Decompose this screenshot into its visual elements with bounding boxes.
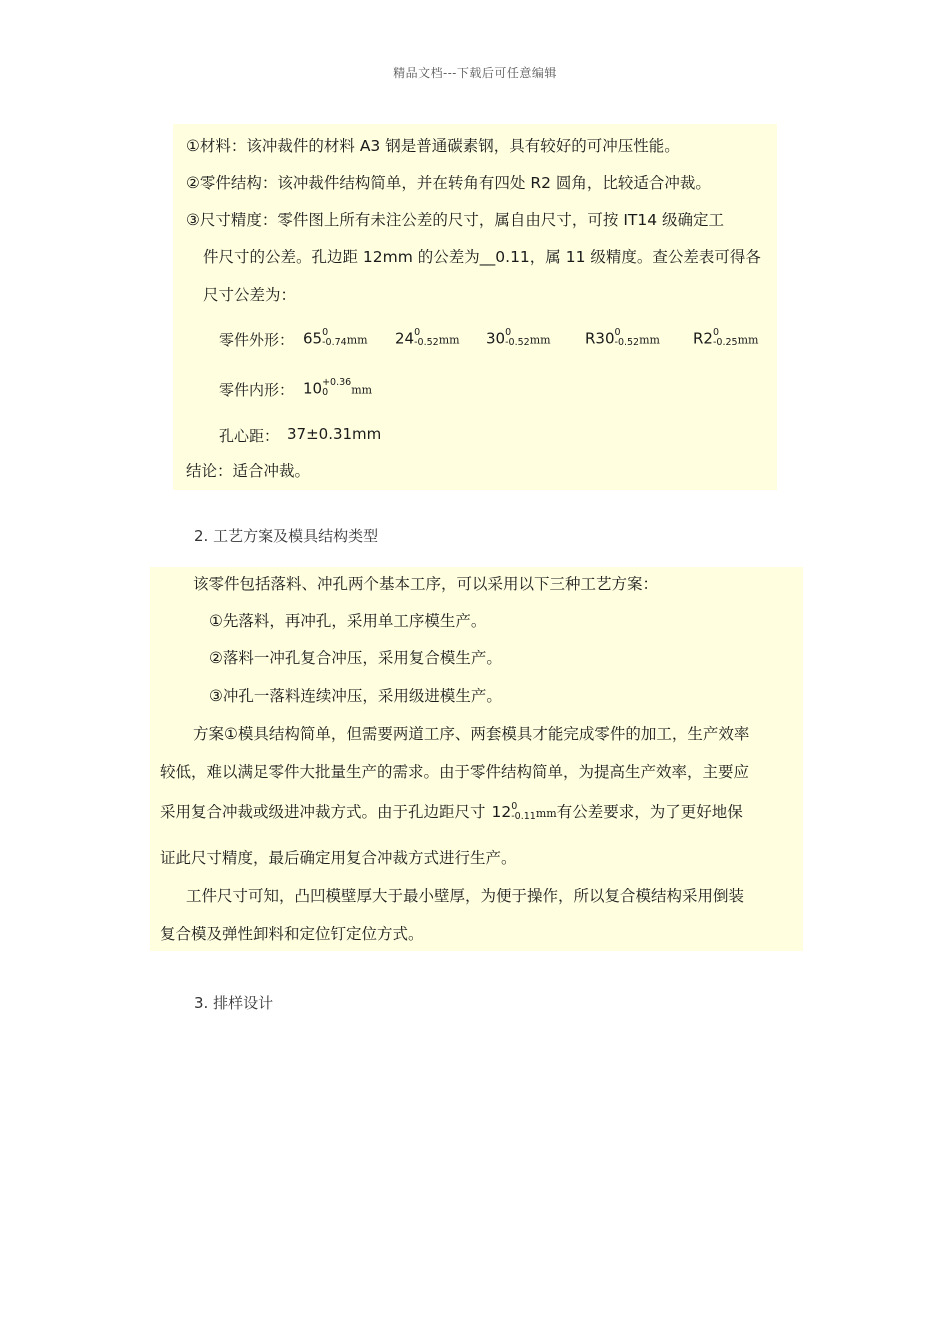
para-line-1: 方案①模具结构简单，但需要两道工序、两套模具才能完成零件的加工，生产效率 <box>193 725 750 743</box>
para-line-6: 复合模及弹性卸料和定位钉定位方式。 <box>160 925 424 943</box>
outer-dim-2: 24 0 -0.52 mm <box>395 327 460 348</box>
precision-line-3: 尺寸公差为： <box>203 286 297 304</box>
material-line: ①材料：该冲裁件的材料 A3 钢是普通碳素钢，具有较好的可冲压性能。 <box>186 137 680 155</box>
outer-dim-1: 65 0 -0.74 mm <box>303 327 368 348</box>
page-header: 精品文档---下载后可任意编辑 <box>393 66 557 80</box>
para-line-2: 较低，难以满足零件大批量生产的需求。由于零件结构简单，为提高生产效率，主要应 <box>160 763 750 781</box>
inner-label: 零件内形： <box>219 381 295 399</box>
hole-value: 37±0.31mm <box>287 425 382 443</box>
option-1: ①先落料，再冲孔，采用单工序模生产。 <box>209 612 487 630</box>
outer-dim-3: 30 0 -0.52 mm <box>486 327 551 348</box>
precision-line-2: 件尺寸的公差。孔边距 12mm 的公差为__0.11，属 11 级精度。查公差表可得各 <box>203 248 761 266</box>
edge-distance-dim: 12 0 -0.11 mm <box>491 800 557 822</box>
outer-dim-5: R2 0 -0.25 mm <box>693 327 759 348</box>
precision-line: ③尺寸精度：零件图上所有未注公差的尺寸，属自由尺寸，可按 IT14 级确定工 <box>186 211 725 229</box>
section-heading-3: 3. 排样设计 <box>194 994 274 1012</box>
option-3: ③冲孔一落料连续冲压，采用级进模生产。 <box>209 687 502 705</box>
option-2: ②落料一冲孔复合冲压，采用复合模生产。 <box>209 649 502 667</box>
process-intro: 该零件包括落料、冲孔两个基本工序，可以采用以下三种工艺方案： <box>193 575 659 593</box>
para-line-5: 工件尺寸可知，凸凹模壁厚大于最小壁厚，为便于操作，所以复合模结构采用倒装 <box>186 887 745 905</box>
structure-line: ②零件结构：该冲裁件结构简单，并在转角有四处 R2 圆角，比较适合冲裁。 <box>186 174 711 192</box>
para-line-4: 证此尺寸精度，最后确定用复合冲裁方式进行生产。 <box>160 849 517 867</box>
hole-label: 孔心距： <box>219 427 280 445</box>
conclusion-line: 结论：适合冲裁。 <box>186 462 311 480</box>
inner-dim: 10 +0.36 0 mm <box>303 377 373 398</box>
section-heading-2: 2. 工艺方案及模具结构类型 <box>194 527 379 545</box>
outer-dim-4: R30 0 -0.52 mm <box>585 327 660 348</box>
outer-label: 零件外形： <box>219 331 295 349</box>
para-line-3: 采用复合冲裁或级进冲裁方式。由于孔边距尺寸 12 0 -0.11 mm有公差要求，为了更好地保 <box>160 800 743 822</box>
